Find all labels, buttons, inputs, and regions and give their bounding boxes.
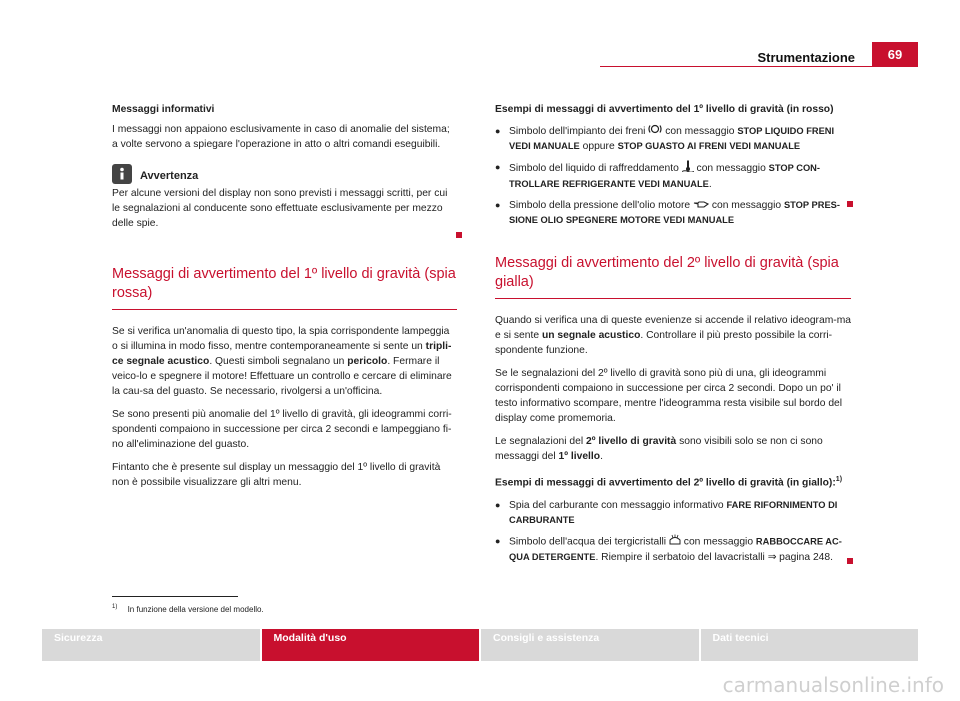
level2-paragraph-1 [495,313,851,358]
text-smallcaps: STOP PRES-SIONE OLIO SPEGNERE MOTORE VEDI MANUALE [509,200,840,226]
left-column [112,102,457,498]
section-heading-level1: Messaggi di avvertimento del 1º livello di gravità (spia rossa) [112,265,457,310]
end-marker [847,554,853,569]
chapter-tabs [42,629,918,661]
list-item [495,124,851,154]
warning-title: Avvertenza [140,170,199,182]
text-bold: 2º livello di gravità [586,436,677,448]
end-marker [456,228,462,243]
warning-paragraph: Per alcune versioni del display non sono previsti i messaggi scritti, per cui le segnalazioni al conducente sono effettuate esclusivamente per mezzo delle spie. [112,188,448,229]
text-run: Se si verifica un'anomalia di questo tipo, la spia corrispondente lampeggia o si illumina in modo fisso, mentre contemporaneamente si sente un [112,326,450,352]
text-run: sono visibili solo se non ci sono messaggi del [495,436,823,463]
level2-paragraph-2: Se le segnalazioni del 2º livello di gravità sono più di una, gli ideogrammi corrispondenti compaiono in successione per circa 2 secondi. Dopo un po' il testo informativo scompare, mentre l'ideogramma resta visibile sul bordo del display come promemoria. [495,368,843,425]
text-bold: pericolo [347,356,388,367]
text-run: Spia del carburante con messaggio informativo [509,499,727,511]
text-run: . Controllare il più presto possibile la corri-spondente funzione. [495,330,833,357]
level1-paragraph-2: Se sono presenti più anomalie del 1º livello di gravità, gli ideogrammi corri-spondenti compaiono in successione per circa 2 secondi e lampeggiano fi-no all'eliminazione del guasto. [112,409,452,450]
text-bold: tripli-ce segnale acustico [112,341,452,367]
text-run: . [600,451,603,463]
text-run: Quando si verifica una di queste evenienze si accende il relativo ideogram-ma e si sente [495,315,852,342]
footnote [112,604,264,614]
text-bold: 1º livello [558,451,601,463]
list-item [495,498,851,528]
text-bold: un segnale acustico [541,330,641,342]
text-smallcaps: FARE RIFORNIMENTO DI CARBURANTE [509,499,838,525]
footnote-text: In funzione della versione del modello. [127,604,264,614]
header-rule [600,66,872,67]
text-run: con messaggio [693,163,769,175]
level2-paragraph-3 [495,434,851,464]
text-smallcaps: STOP GUASTO AI FRENI VEDI MANUALE [617,141,801,152]
text-smallcaps: STOP LIQUIDO FRENI VEDI MANUALE [509,126,835,152]
text-run: Simbolo dell'acqua dei tergicristalli [509,536,669,548]
example-heading-2 [495,472,851,490]
list-item [495,160,851,192]
footnote-rule [112,596,238,597]
text-run: oppure [579,141,618,153]
coolant-thermometer-icon [682,160,694,177]
text-smallcaps: STOP CON-TROLLARE REFRIGERANTE VEDI MANUALE [509,163,820,190]
text-run: Simbolo del liquido di raffreddamento [509,163,682,175]
end-marker [847,197,853,212]
text-run: con messaggio [662,126,738,138]
page-number: 69 [872,42,918,67]
text-run: Esempi di messaggi di avvertimento del 2º livello di gravità (in giallo): [495,477,836,489]
tab-consigli-assistenza[interactable]: Consigli e assistenza [481,629,699,661]
tab-sicurezza[interactable]: Sicurezza [42,629,260,661]
text-smallcaps: RABBOCCARE AC-QUA DETERGENTE [509,536,842,562]
warning-header [112,164,457,184]
text-run: . [708,179,712,191]
level1-paragraph-1 [112,324,457,399]
washer-fluid-icon [669,534,681,550]
section-heading-level2: Messaggi di avvertimento del 2º livello di gravità (spia gialla) [495,254,851,299]
footnote-ref: 1) [835,476,843,484]
section-title: Strumentazione [757,50,855,65]
example-heading-1: Esempi di messaggi di avvertimento del 1º livello di gravità (in rosso) [495,104,834,115]
right-column [495,102,851,571]
oil-can-icon [693,198,709,213]
list-item [495,198,851,228]
tab-dati-tecnici[interactable]: Dati tecnici [701,629,919,661]
brake-warning-icon [648,124,662,139]
footnote-marker: 1) [112,604,118,610]
text-run: con messaggio [680,536,756,548]
text-run: con messaggio [708,200,784,212]
text-run: Simbolo dell'impianto dei freni [509,126,649,138]
info-heading: Messaggi informativi [112,104,215,115]
info-note-icon [112,164,132,184]
text-run: Le segnalazioni del [495,436,587,448]
info-paragraph: I messaggi non appaiono esclusivamente in caso di anomalie del sistema; a volte servono a spiegare l'operazione in atto o altri comandi eseguibili. [112,124,450,150]
tab-modalita-uso[interactable]: Modalità d'uso [262,629,480,661]
text-run: . Riempire il serbatoio del lavacristalli ⇒ pagina 248. [595,551,834,563]
watermark: carmanualsonline.info [722,673,944,697]
level1-paragraph-3: Fintanto che è presente sul display un messaggio del 1º livello di gravità non è possibile visualizzare gli altri menu. [112,462,441,488]
text-run: . Questi simboli segnalano un [209,356,348,367]
list-item [495,534,851,565]
text-run: Simbolo della pressione dell'olio motore [509,200,693,212]
text-run: . Fermare il veico-lo e spegnere il motore! Effettuare un controllo e cercare di eliminare la cau-sa del guasto. Se necessario, rivolgersi a un'officina. [112,356,452,397]
